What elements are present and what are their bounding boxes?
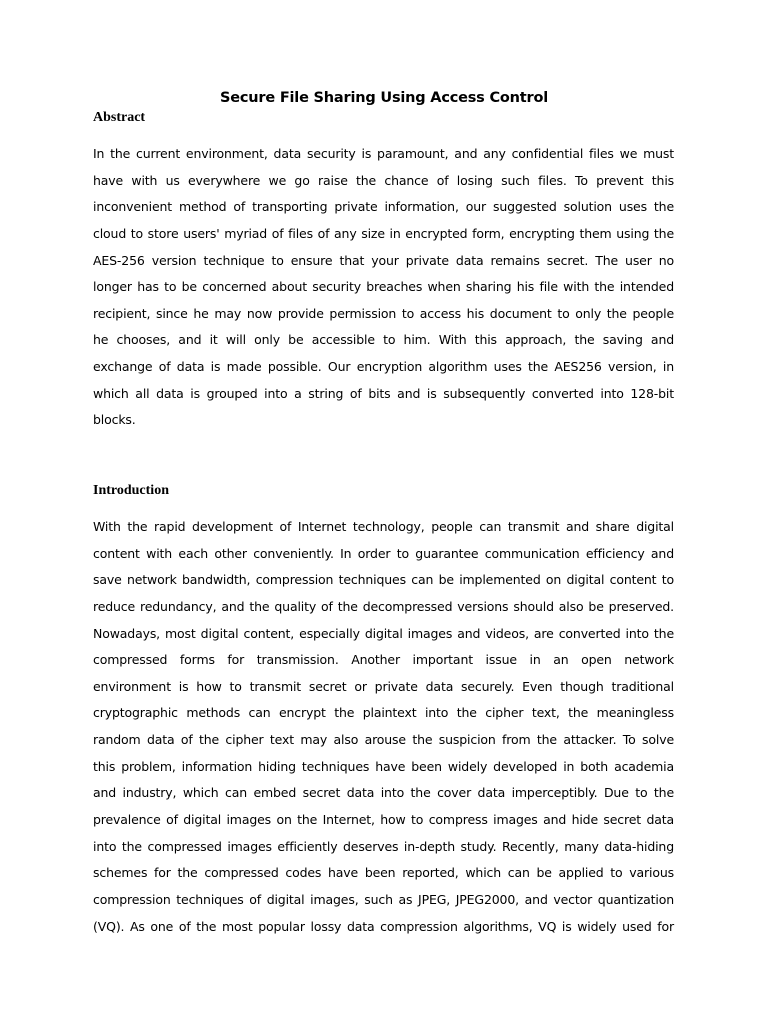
introduction-line: into the compressed images efficiently deserves in-depth study. Recently, many data-hiding [93,838,674,854]
abstract-line: longer has to be concerned about security breaches when sharing his file with the intended [93,279,674,295]
abstract-line: recipient, since he may now provide permission to access his document to only the people [93,305,674,321]
introduction-line: compressed forms for transmission. Another important issue in an open network [93,652,674,668]
abstract-line: inconvenient method of transporting private information, our suggested solution uses the [93,199,674,215]
introduction-line: and industry, which can embed secret data into the cover data imperceptibly. Due to the [93,785,674,801]
abstract-line: exchange of data is made possible. Our encryption algorithm uses the AES256 version, in [93,359,674,375]
abstract-line: cloud to store users' myriad of files of any size in encrypted form, encrypting them using the [93,225,674,241]
introduction-line: schemes for the compressed codes have been reported, which can be applied to various [93,865,674,881]
abstract-line: AES-256 version technique to ensure that your private data remains secret. The user no [93,252,674,268]
abstract-line: he chooses, and it will only be accessible to him. With this approach, the saving and [93,332,674,348]
introduction-line: content with each other conveniently. In order to guarantee communication efficiency and [93,545,674,561]
document-title: Secure File Sharing Using Access Control [220,90,548,106]
introduction-line: environment is how to transmit secret or private data securely. Even though traditional [93,678,674,694]
abstract-paragraph [93,141,674,434]
introduction-line: prevalence of digital images on the Internet, how to compress images and hide secret data [93,812,674,828]
introduction-line: this problem, information hiding techniques have been widely developed in both academia [93,758,674,774]
introduction-line: (VQ). As one of the most popular lossy data compression algorithms, VQ is widely used for [93,918,674,934]
introduction-line: cryptographic methods can encrypt the plaintext into the cipher text, the meaningless [93,705,674,721]
introduction-line: save network bandwidth, compression techniques can be implemented on digital content to [93,572,674,588]
introduction-paragraph [93,514,674,940]
abstract-line: blocks. [93,412,136,428]
introduction-heading: Introduction [93,483,169,498]
abstract-line: have with us everywhere we go raise the chance of losing such files. To prevent this [93,172,674,188]
abstract-heading: Abstract [93,110,146,125]
introduction-line: random data of the cipher text may also arouse the suspicion from the attacker. To solve [93,732,674,748]
introduction-line: compression techniques of digital images, such as JPEG, JPEG2000, and vector quantization [93,891,674,907]
introduction-line: Nowadays, most digital content, especially digital images and videos, are converted into the [93,625,674,641]
abstract-line: which all data is grouped into a string of bits and is subsequently converted into 128-bit [93,385,674,401]
abstract-line: In the current environment, data security is paramount, and any confidential files we must [93,146,674,161]
introduction-line: reduce redundancy, and the quality of the decompressed versions should also be preserved. [93,598,674,614]
introduction-line: With the rapid development of Internet technology, people can transmit and share digital [93,519,674,534]
